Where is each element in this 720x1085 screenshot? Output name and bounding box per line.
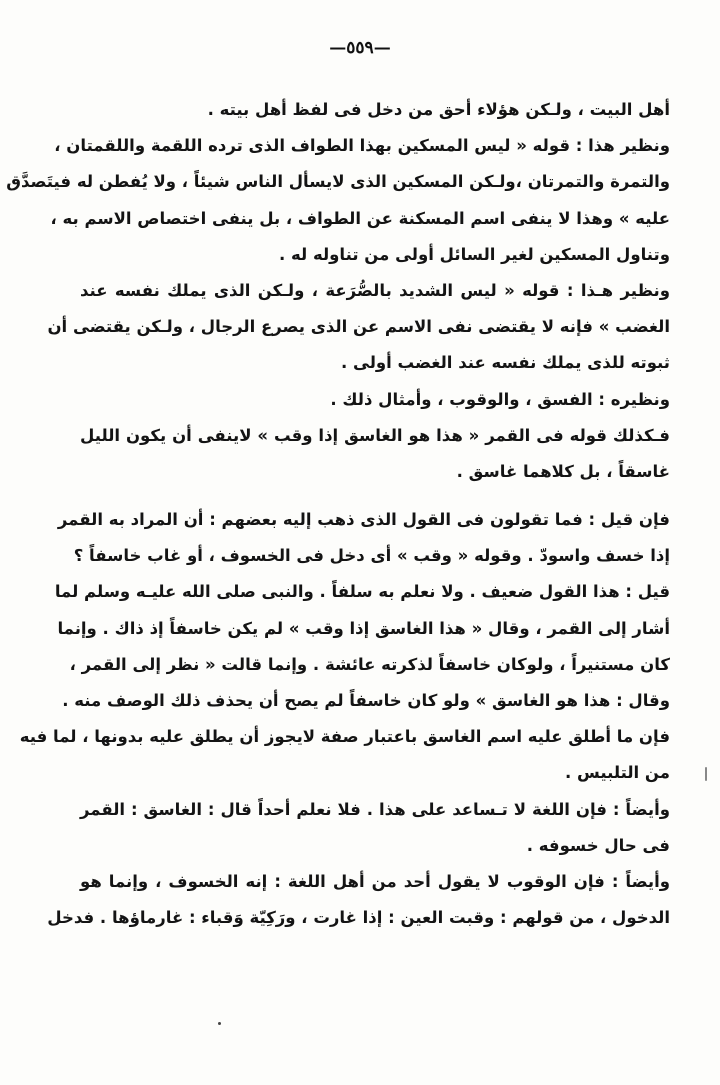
text-line: فـكذلك قوله فى القمر « هذا هو الغاسق إذا وقب » لاينفى أن يكون الليل [80, 425, 670, 445]
text-line: والتمرة والتمرتان ،ولـكن المسكين الذى لايسأل الناس شيئاً ، ولا يُفطن له فيتَصدَّق [6, 172, 670, 192]
text-line: أشار إلى القمر ، وقال « هذا الغاسق إذا وقب » لم يكن خاسفاً إذ ذاك . وإنما [57, 618, 670, 638]
text-line: عليه » وهذا لا ينفى اسم المسكنة عن الطواف ، بل ينفى اختصاص الاسم به ، [50, 208, 670, 228]
text-line: غاسقاً ، بل كلاهما غاسق . [456, 461, 670, 481]
text-line: وتناول المسكين لغير السائل أولى من تناوله له . [279, 244, 670, 264]
text-line: كان مستنيراً ، ولوكان خاسفاً لذكرته عائشة . وإنما قالت « نظر إلى القمر ، [69, 654, 670, 674]
text-line: من التلبيس . [565, 763, 670, 783]
text-line: فإن ما أطلق عليه اسم الغاسق باعتبار صفة لايجوز أن يطلق عليه بدونها ، لما فيه [19, 727, 670, 747]
page-number: —٥٥٩— [329, 38, 391, 58]
text-line: وقال : هذا هو الغاسق » ولو كان خاسفاً لم يصح أن يحذف ذلك الوصف منه . [62, 691, 670, 710]
text-line: الدخول ، من قولهم : وقبت العين : إذا غارت ، ورَكِيّة وَقباء : غارماؤها . فدخل [47, 908, 670, 928]
text-line: ونظيره : الفسق ، والوقوب ، وأمثال ذلك . [330, 389, 670, 409]
paragraph-gap [80, 490, 670, 502]
text-line: أهل البيت ، ولـكن هؤلاء أحق من دخل فى لفظ أهل بيته . [207, 100, 670, 119]
scan-speck [705, 767, 707, 781]
text-line: ثبوته للذى يملك نفسه عند الغضب أولى . [341, 353, 670, 373]
text-line: ونظير هذا : قوله « ليس المسكين بهذا الطواف الذى ترده اللقمة واللقمتان ، [54, 136, 670, 156]
text-line: وأيضاً : فإن اللغة لا تـساعد على هذا . فلا نعلم أحداً قال : الغاسق : القمر [80, 799, 670, 819]
text-line: الغضب » فإنه لا يقتضى نفى الاسم عن الذى يصرع الرجال ، ولـكن يقتضى أن [47, 317, 670, 337]
text-line: فى حال خسوفه . [526, 835, 670, 855]
text-line: إذا خسف واسودّ . وقوله « وقب » أى دخل فى الخسوف ، أو غاب خاسفاً ؟ [73, 546, 670, 566]
text-line: وأيضاً : فإن الوقوب لا يقول أحد من أهل اللغة : إنه الخسوف ، وإنما هو [80, 871, 670, 891]
scan-speck [218, 1022, 221, 1025]
body-text [6, 92, 670, 936]
text-line: ونظير هـذا : قوله « ليس الشديد بالصُّرَعة ، ولـكن الذى يملك نفسه عند [80, 280, 670, 300]
text-line: قيل : هذا القول ضعيف . ولا نعلم به سلفاً . والنبى صلى الله عليـه وسلم لما [54, 582, 670, 602]
text-line: فإن قيل : فما تقولون فى القول الذى ذهب إليه بعضهم : أن المراد به القمر [57, 510, 670, 530]
